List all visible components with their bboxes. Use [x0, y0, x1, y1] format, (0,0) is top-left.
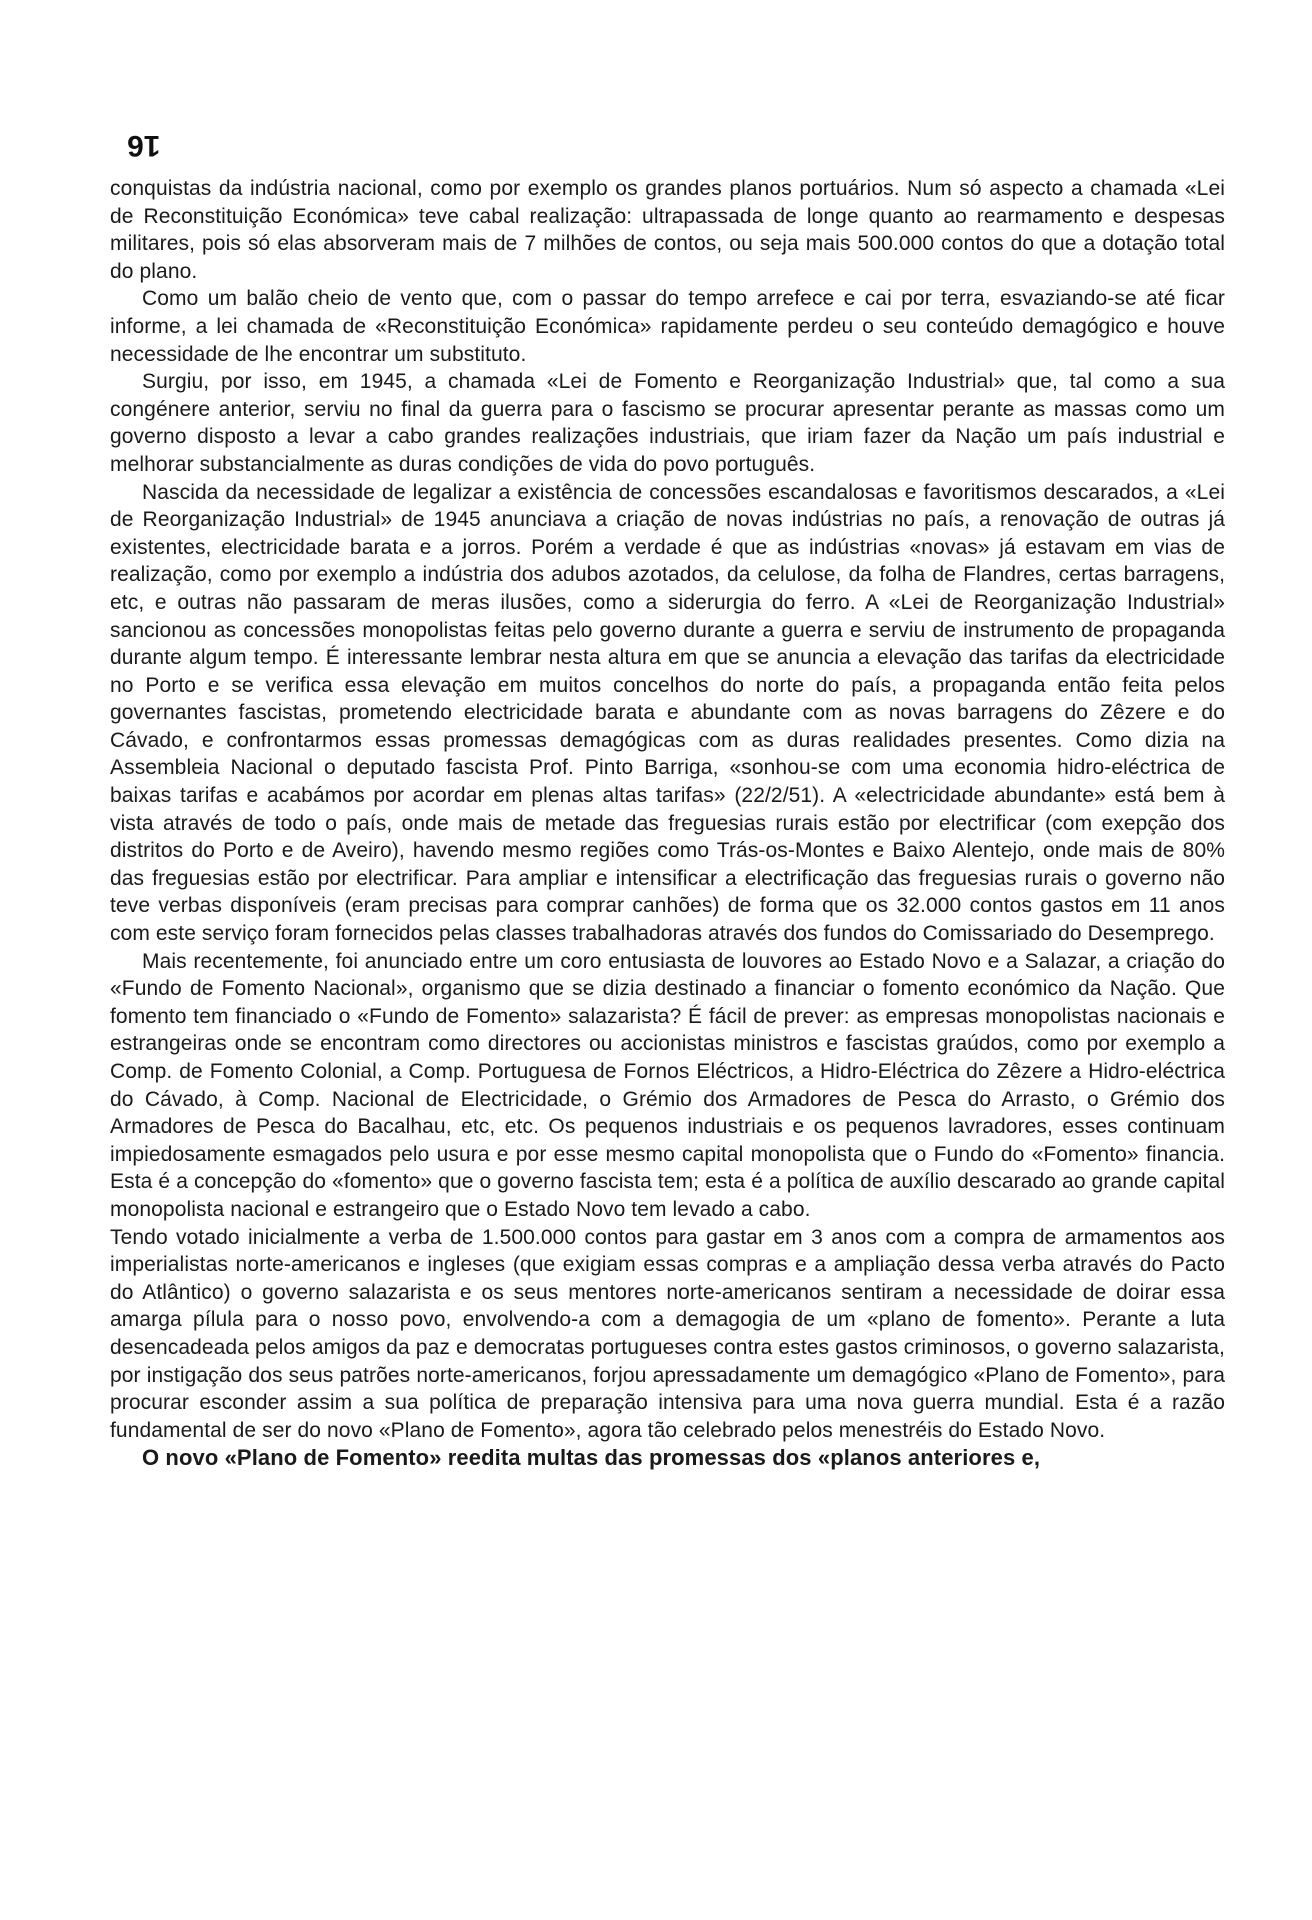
paragraph-balloon-metaphor: Como um balão cheio de vento que, com o passar do tempo arrefece e cai por terra, esvaziando-se até ficar informe, a lei chamada de «Reconstituição Económica» rapidamente perdeu o seu conteúdo demagógico e houve necessidade de lhe encontrar um substituto. [110, 287, 1225, 366]
paragraph-new-plan: O novo «Plano de Fomento» reedita multas das promessas dos «planos anteriores e, [142, 1445, 1041, 1471]
page-number: 16 [127, 129, 161, 162]
body-text [110, 175, 1225, 1472]
paragraph-armament-spending: Tendo votado inicialmente a verba de 1.500.000 contos para gastar em 3 anos com a compra de armamentos aos imperialistas norte-americanos e ingleses (que exigiam essas compras e a ampliação dessa verba através do Pacto do Atlântico) o governo salazarista e os seus mentores norte-americanos sentiram a necessidade de doirar essa amarga pílula para o nosso povo, envolvendo-a com a demagogia de um «plano de fomento». Perante a luta desencadeada pelos amigos da paz e democratas portugueses contra estes gastos criminosos, o governo salazarista, por instigação dos seus patrões norte-americanos, forjou apressadamente um demagógico «Plano de Fomento», para procurar esconder assim a sua política de preparação intensiva para uma nova guerra mundial. Esta é a razão fundamental de ser do novo «Plano de Fomento», agora tão celebrado pelos menestréis do Estado Novo. [110, 1225, 1225, 1442]
paragraph-continuation: conquistas da indústria nacional, como por exemplo os grandes planos portuários. Num só aspecto a chamada «Lei de Reconstituição Económica» teve cabal realização: ultrapassada de longe quanto ao rearmamento e despesas militares, pois só elas absorveram mais de 7 milhões de contos, ou seja mais 500.000 contos do que a dotação total do plano. [110, 177, 1225, 283]
paragraph-fundo-fomento: Mais recentemente, foi anunciado entre um coro entusiasta de louvores ao Estado Novo e a Salazar, a criação do «Fundo de Fomento Nacional», organismo que se dizia destinado a financiar o fomento económico da Nação. Que fomento tem financiado o «Fundo de Fomento» salazarista? É fácil de prever: as empresas monopolistas nacionais e estrangeiras onde se encontram como directores ou accionistas ministros e fascistas graúdos, como por exemplo a Comp. de Fomento Colonial, a Comp. Portuguesa de Fornos Eléctricos, a Hidro-Eléctrica do Zêzere a Hidro-eléctrica do Cávado, à Comp. Nacional de Electricidade, o Grémio dos Armadores de Pesca do Arrasto, o Grémio dos Armadores de Pesca do Bacalhau, etc, etc. Os pequenos industriais e os pequenos lavradores, esses continuam impiedosamente esmagados pelo usura e por esse mesmo capital monopolista que o Fundo do «Fomento» financia. Esta é a concepção do «fomento» que o governo fascista tem; esta é a política de auxílio descarado ao grande capital monopolista nacional e estrangeiro que o Estado Novo tem levado a cabo. [110, 949, 1225, 1221]
paragraph-reorganization-law: Nascida da necessidade de legalizar a existência de concessões escandalosas e favoritismos descarados, a «Lei de Reorganização Industrial» de 1945 anunciava a criação de novas indústrias no país, a renovação de outras já existentes, electricidade barata e a jorros. Porém a verdade é que as indústrias «novas» já estavam em vias de realização, como por exemplo a indústria dos adubos azotados, da celulose, da folha de Flandres, certas barragens, etc, e outras não passaram de meras ilusões, como a siderurgia do ferro. A «Lei de Reorganização Industrial» sancionou as concessões monopolistas feitas pelo governo durante a guerra e serviu de instrumento de propaganda durante algum tempo. É interessante lembrar nesta altura em que se anuncia a elevação das tarifas da electricidade no Porto e se verifica essa elevação em muitos concelhos do norte do país, a propaganda então feita pelos governantes fascistas, prometendo electricidade barata e abundante com as novas barragens do Zêzere e do Cávado, e confrontarmos essas promessas demagógicas com as duras realidades presentes. Como dizia na Assembleia Nacional o deputado fascista Prof. Pinto Barriga, «sonhou-se com uma economia hidro-eléctrica de baixas tarifas e acabámos por acordar em plenas altas tarifas» (22/2/51). A «electricidade abundante» está bem à vista através de todo o país, onde mais de metade das freguesias rurais estão por electrificar (com exepção dos distritos do Porto e de Aveiro), havendo mesmo regiões como Trás-os-Montes e Baixo Alentejo, onde mais de 80% das freguesias estão por electrificar. Para ampliar e intensificar a electrificação das freguesias rurais o governo não teve verbas disponíveis (eram precisas para comprar canhões) de forma que os 32.000 contos gastos em 11 anos com este serviço foram fornecidos pelas classes trabalhadoras através dos fundos do Comissariado do Desemprego. [110, 480, 1225, 946]
paragraph-fomento-law-1945: Surgiu, por isso, em 1945, a chamada «Lei de Fomento e Reorganização Industrial» que, tal como a sua congénere anterior, serviu no final da guerra para o fascismo se procurar apresentar perante as massas como um governo disposto a levar a cabo grandes realizações industriais, que iriam fazer da Nação um país industrial e melhorar substancialmente as duras condições de vida do povo português. [110, 370, 1225, 476]
